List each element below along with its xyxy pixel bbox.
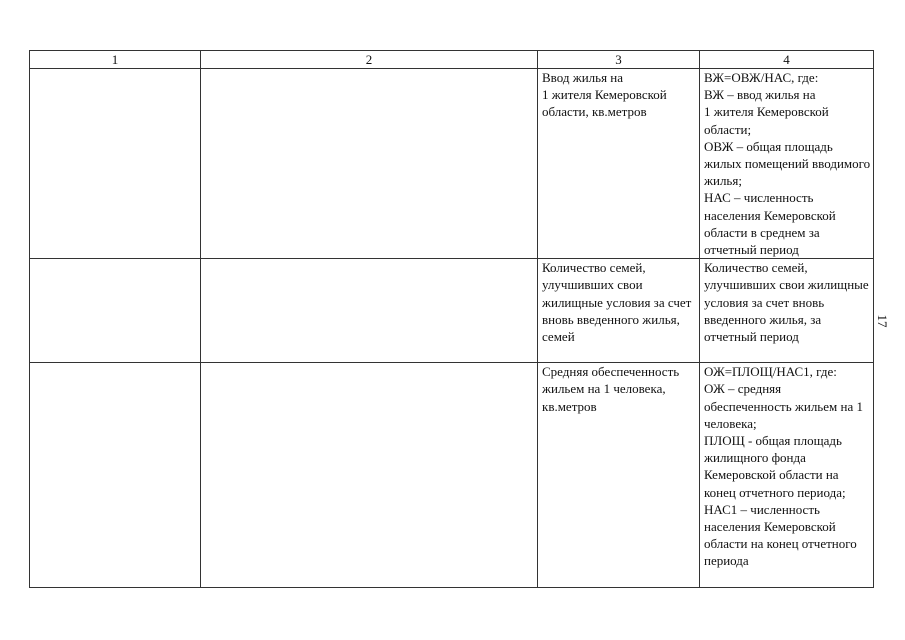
row-1-indicator-text: Ввод жилья на 1 жителя Кемеровской области, кв.метров <box>542 70 667 120</box>
row-2-col-2-cell <box>201 259 538 363</box>
row-2-indicator-cell <box>538 259 700 363</box>
table-row <box>30 363 874 588</box>
row-3-indicator-cell <box>538 363 700 588</box>
row-1-formula-text: ВЖ=ОВЖ/НАС, где: ВЖ – ввод жилья на 1 жителя Кемеровской области; ОВЖ – общая площадь жилых помещений вводимого жилья; НАС – численность населения Кемеровской области в среднем за отчетный период <box>704 70 871 258</box>
page-number: 17 <box>875 314 890 328</box>
row-3-col-1-cell <box>30 363 201 588</box>
row-3-indicator-text: Средняя обеспеченность жильем на 1 человека, кв.метров <box>542 364 680 414</box>
row-1-col-1-cell <box>30 69 201 259</box>
column-header-3: 3 <box>538 51 700 69</box>
indicators-table <box>29 50 874 588</box>
table-row <box>30 69 874 259</box>
row-2-formula-cell <box>700 259 874 363</box>
table-row <box>30 259 874 363</box>
row-3-formula-cell <box>700 363 874 588</box>
row-3-col-2-cell <box>201 363 538 588</box>
column-header-1: 1 <box>30 51 201 69</box>
row-1-formula-cell <box>700 69 874 259</box>
row-3-formula-text: ОЖ=ПЛОЩ/НАС1, где: ОЖ – средняя обеспеченность жильем на 1 человека; ПЛОЩ - общая площадь жилищного фонда Кемеровской области на конец отчетного периода; НАС1 – численность населения Кемеровской области на конец отчетного периода <box>704 364 863 569</box>
table-header-row <box>30 51 874 69</box>
row-2-formula-text: Количество семей, улучшивших свои жилищные условия за счет вновь введенного жилья, за отчетный период <box>704 260 869 345</box>
row-1-col-2-cell <box>201 69 538 259</box>
row-2-col-1-cell <box>30 259 201 363</box>
column-header-4: 4 <box>700 51 874 69</box>
row-1-indicator-cell <box>538 69 700 259</box>
row-2-indicator-text: Количество семей, улучшивших свои жилищные условия за счет вновь введенного жилья, семей <box>542 260 692 345</box>
column-header-2: 2 <box>201 51 538 69</box>
